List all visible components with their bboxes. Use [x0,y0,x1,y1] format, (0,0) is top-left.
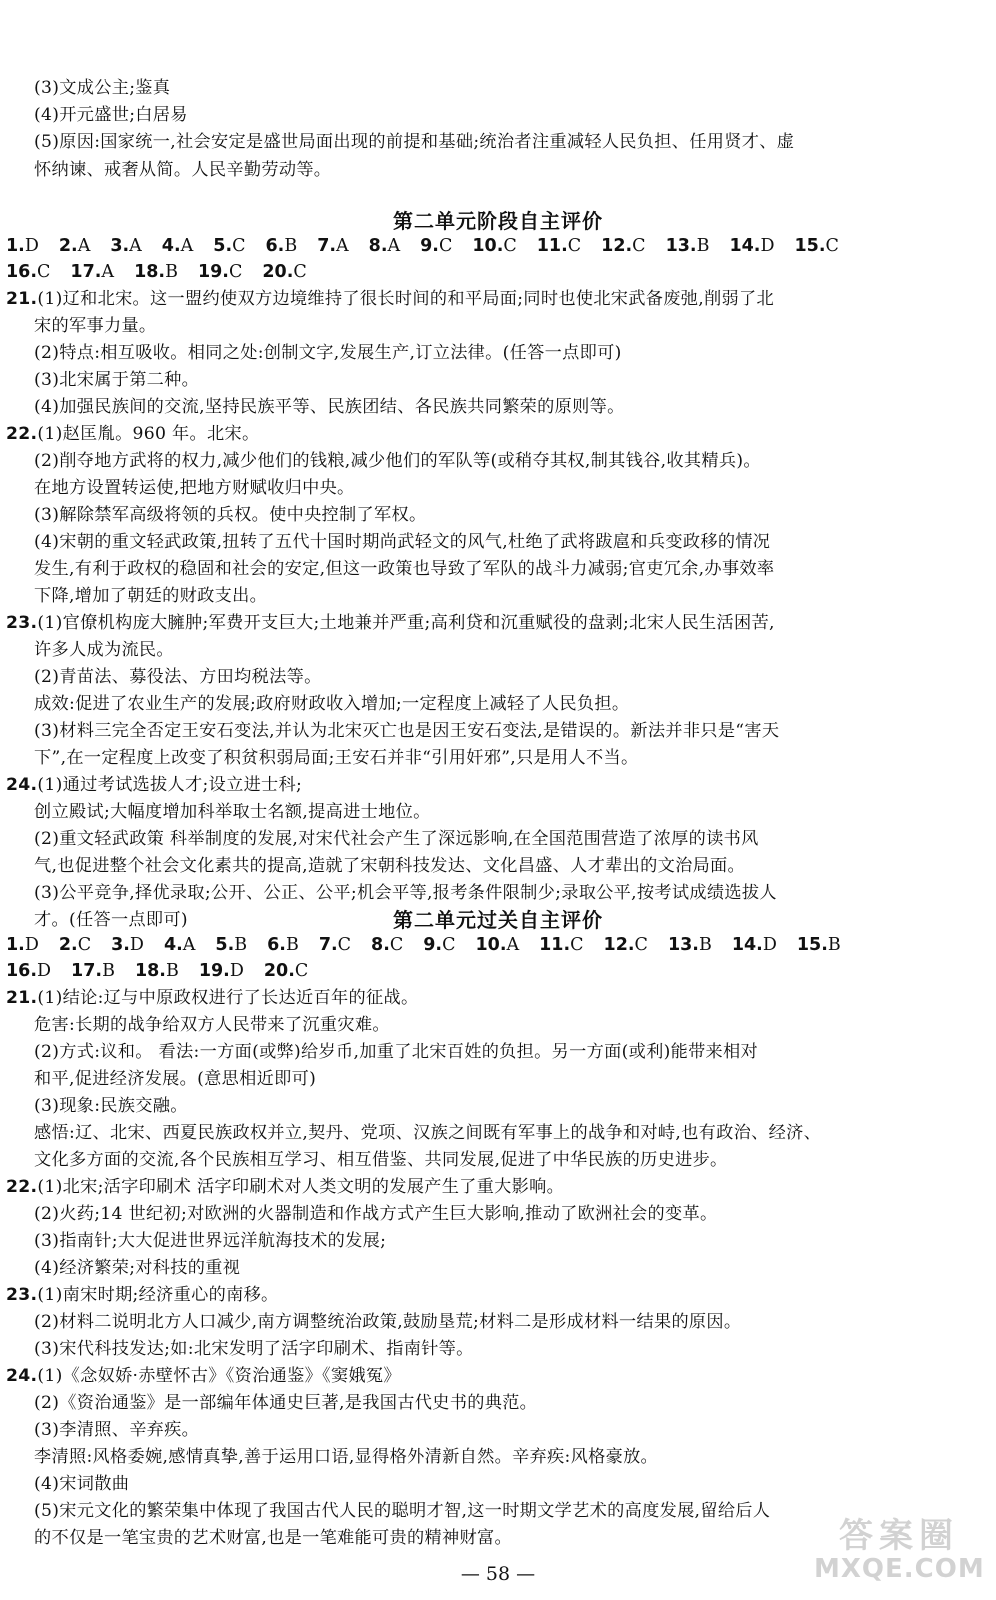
mc-answer [111,932,144,958]
mc-question-number: 12. [603,935,635,955]
answer-line: 危害:长期的战争给双方人民带来了沉重灾难。 [34,1015,390,1035]
mc-question-number: 3. [111,935,130,955]
mc-question-number: 20. [263,961,295,981]
answer-line: 下”,在一定程度上改变了积贫积弱局面;王安石并非“引用奸邪”,只是用人不当。 [34,748,639,768]
mc-question-number: 17. [70,262,102,282]
answer-line: (5)宋元文化的繁荣集中体现了我国古代人民的聪明才智,这一时期文学艺术的高度发展,留给后人 [34,1501,771,1521]
question-24 [6,772,302,798]
mc-question-number: 3. [110,236,130,256]
mc-answer [475,932,519,958]
answer-line: (1)北宋;活字印刷术 活字印刷术对人类文明的发展产生了重大影响。 [37,1177,565,1197]
mc-question-number: 14. [731,935,763,955]
mc-question-number: 17. [71,961,103,981]
text-line: (5)原因:国家统一,社会安定是盛世局面出现的前提和基础;统治者注重减轻人民负担、任用贤才、虚 [34,132,795,152]
answer-line: 许多人成为流民。 [34,640,174,660]
mc-answer-letter: D [760,236,775,256]
mc-answer [70,259,114,285]
watermark-url: MXQE.COM [814,1554,985,1584]
mc-answer-letter: B [698,935,712,955]
mc-answer-letter: C [570,935,584,955]
page-number: — 58 — [460,1563,536,1585]
text-line: 怀纳谏、戒奢从简。人民辛勤劳动等。 [34,160,332,180]
mc-answer [215,932,247,958]
mc-answers-row [6,932,861,958]
mc-answer [604,932,648,958]
mc-answer [6,932,39,958]
mc-answer-letter: A [387,236,401,256]
mc-question-number: 9. [423,935,443,955]
mc-answer-letter: C [503,236,517,256]
answer-line: (2)重文轻武政策 科举制度的发展,对宋代社会产生了深远影响,在全国范围营造了浓厚的读书风 [34,829,759,849]
answer-line: 成效:促进了农业生产的发展;政府财政收入增加;一定程度上减轻了人民负担。 [34,694,630,714]
mc-question-number: 9. [420,236,439,256]
answer-line: (3)公平竞争,择优录取;公开、公正、公平;机会平等,报考条件限制少;录取公平,按考试成绩选拔人 [34,883,777,903]
mc-answer-letter: C [293,262,307,282]
mc-question-number: 11. [539,935,571,955]
mc-answer-letter: C [634,935,648,955]
mc-answer [369,233,400,259]
answer-line: (1)《念奴娇·赤壁怀古》《资治通鉴》《窦娥冤》 [37,1366,401,1386]
mc-answer [539,932,583,958]
answer-line: 创立殿试;大幅度增加科举取士名额,提高进士地位。 [34,802,431,822]
mc-answer-letter: B [285,935,299,955]
mc-answer-letter: C [567,236,582,256]
mc-question-number: 20. [262,262,294,282]
answer-line: (1)通过考试选拔人才;设立进士科; [37,775,303,795]
mc-question-number: 10. [472,236,504,256]
mc-question-number: 10. [475,935,507,955]
mc-question-number: 2. [58,236,78,256]
mc-answer-letter: D [24,935,39,955]
mc-answer-letter: A [336,236,349,256]
question-23 [6,1282,279,1308]
mc-answer-letter: B [827,935,841,955]
mc-question-number: 19. [198,961,230,981]
answer-line: (4)宋朝的重文轻武政策,扭转了五代十国时期尚武轻文的风气,杜绝了武将跋扈和兵变政移的情况 [34,532,771,552]
answer-line: (3)解除禁军高级将领的兵权。使中央控制了军权。 [34,505,427,525]
mc-answer [420,233,452,259]
mc-answer-letter: C [37,262,51,282]
question-number: 23. [6,613,38,633]
mc-answer [164,932,195,958]
answer-line: (2)削夺地方武将的权力,减少他们的钱粮,减少他们的军队等(或稍夺其权,制其钱谷,收其精兵)。 [34,451,761,471]
answer-line: (2)火药;14 世纪初;对欧洲的火器制造和作战方式产生巨大影响,推动了欧洲社会的变革。 [34,1204,718,1224]
mc-question-number: 6. [267,935,286,955]
text-line: (3)文成公主;鉴真 [34,78,171,98]
mc-question-number: 16. [6,961,38,981]
answer-line: 和平,促进经济发展。(意思相近即可) [34,1069,317,1089]
mc-answer-letter: A [77,236,91,256]
mc-question-number: 6. [265,236,285,256]
mc-answer [795,233,839,259]
mc-answers-row [6,233,859,259]
mc-answer-letter: B [165,262,178,282]
mc-answer-letter: C [825,236,839,256]
answer-line: (3)材料三完全否定王安石变法,并认为北宋灭亡也是因王安石变法,是错误的。新法并非只是“害天 [34,721,780,741]
mc-answer-letter: D [762,935,777,955]
mc-answer-letter: D [229,961,244,981]
answer-line: 文化多方面的交流,各个民族相互学习、相互借鉴、共同发展,促进了中华民族的历史进步。 [34,1150,728,1170]
mc-answer [199,958,244,984]
answer-line: (2)特点:相互吸收。相同之处:创制文字,发展生产,订立法律。(任答一点即可) [34,343,622,363]
mc-answer-letter: C [438,236,453,256]
mc-answer [797,932,841,958]
question-number: 21. [6,289,38,309]
mc-question-number: 8. [368,236,388,256]
question-22 [6,421,259,447]
mc-answer [668,932,712,958]
mc-answer-letter: D [37,961,52,981]
mc-answer [110,233,141,259]
section-title: 第二单元阶段自主评价 [393,209,603,233]
mc-answer-letter: C [632,236,646,256]
mc-question-number: 5. [213,236,233,256]
question-24 [6,1363,401,1389]
answer-line: 发生,有利于政权的稳固和社会的安定,但这一政策也导致了军队的战斗力减弱;官吏冗余,办事效率 [34,559,775,579]
mc-answer-letter: B [102,961,115,981]
mc-answers-row [6,958,328,984]
answer-line: (4)加强民族间的交流,坚持民族平等、民族团结、各民族共同繁荣的原则等。 [34,397,625,417]
answer-line: (4)宋词散曲 [34,1474,130,1494]
answer-line: 感悟:辽、北宋、西夏民族政权并立,契丹、党项、汉族之间既有军事上的战争和对峙,也有政治、经济、 [34,1123,822,1143]
answer-line: (4)经济繁荣;对科技的重视 [34,1258,241,1278]
mc-answer [537,233,581,259]
mc-answer-letter: C [337,935,352,955]
mc-answer [319,932,351,958]
mc-answer [6,958,51,984]
mc-answer [666,233,710,259]
mc-question-number: 18. [134,961,166,981]
mc-answer-letter: A [182,935,196,955]
mc-question-number: 11. [536,236,568,256]
mc-answer-letter: B [234,935,248,955]
answer-line: 宋的军事力量。 [34,316,157,336]
answer-line: (2)青苗法、募役法、方田均税法等。 [34,667,322,687]
mc-question-number: 18. [134,262,166,282]
mc-answer-letter: A [101,262,115,282]
answer-line: (3)宋代科技发达;如:北宋发明了活字印刷术、指南针等。 [34,1339,474,1359]
mc-question-number: 5. [215,935,235,955]
answer-line: (3)现象:民族交融。 [34,1096,188,1116]
mc-answers-row [6,259,327,285]
answer-line: (1)辽和北宋。这一盟约使双方边境维持了很长时间的和平局面;同时也使北宋武备废弛,削弱了北 [37,289,774,309]
mc-question-number: 1. [6,236,25,256]
mc-answer-letter: A [180,236,194,256]
mc-question-number: 14. [729,236,761,256]
mc-answer-letter: A [129,236,142,256]
mc-question-number: 12. [601,236,633,256]
answer-line: (2)材料二说明北方人口减少,南方调整统治政策,鼓励垦荒;材料二是形成材料一结果的原因。 [34,1312,742,1332]
mc-answer [262,259,306,285]
question-22 [6,1174,564,1200]
mc-answer-letter: C [442,935,456,955]
mc-answer [317,233,348,259]
mc-answer [264,958,308,984]
answer-line: (3)指南针;大大促进世界远洋航海技术的发展; [34,1231,387,1251]
section-title: 第二单元过关自主评价 [393,908,603,932]
answer-line: (2)方式:议和。 看法:一方面(或弊)给岁币,加重了北宋百姓的负担。另一方面(或利)能带来相对 [34,1042,759,1062]
mc-answer-letter: C [232,236,246,256]
answer-line: 才。(任答一点即可) [34,910,188,930]
mc-answer [134,259,178,285]
mc-question-number: 15. [794,236,826,256]
mc-answer [472,233,516,259]
mc-question-number: 19. [197,262,229,282]
mc-question-number: 8. [371,935,390,955]
mc-answer [6,233,39,259]
mc-answer [732,932,777,958]
question-number: 24. [6,775,38,795]
mc-answer-letter: C [228,262,243,282]
mc-question-number: 7. [317,236,337,256]
question-number: 24. [6,1366,38,1386]
question-21 [6,286,774,312]
mc-answer [59,233,90,259]
mc-question-number: 15. [796,935,828,955]
answer-line: (1)赵匡胤。960 年。北宋。 [37,424,260,444]
mc-answer [213,233,245,259]
mc-answer-letter: D [129,935,144,955]
answer-line: 的不仅是一笔宝贵的艺术财富,也是一笔难能可贵的精神财富。 [34,1528,512,1548]
mc-answer-letter: C [389,935,404,955]
mc-answer [198,259,242,285]
mc-answer [371,932,403,958]
answer-line: 下降,增加了朝廷的财政支出。 [34,586,268,606]
mc-question-number: 16. [6,262,38,282]
question-number: 22. [6,1177,38,1197]
answer-line: (1)官僚机构庞大臃肿;军费开支巨大;土地兼并严重;高利贷和沉重赋役的盘剥;北宋人民生活困苦, [37,613,775,633]
mc-answer-letter: A [506,935,520,955]
question-23 [6,610,775,636]
mc-answer-letter: C [294,961,309,981]
mc-answer [71,958,115,984]
mc-answer [267,932,299,958]
question-21 [6,985,418,1011]
answer-line: (1)南宋时期;经济重心的南移。 [37,1285,279,1305]
mc-question-number: 4. [161,236,181,256]
answer-line: (3)北宋属于第二种。 [34,370,200,390]
mc-answer [162,233,193,259]
answer-line: 气,也促进整个社会文化素共的提高,造就了宋朝科技发达、文化昌盛、人才辈出的文治局面。 [34,856,746,876]
question-number: 23. [6,1285,38,1305]
mc-answer [135,958,179,984]
mc-question-number: 2. [58,935,78,955]
answer-line: 在地方设置转运使,把地方财赋收归中央。 [34,478,355,498]
watermark [814,1518,984,1590]
mc-answer [423,932,455,958]
mc-answer-letter: B [284,236,298,256]
mc-question-number: 1. [6,935,25,955]
answer-line: 李清照:风格委婉,感情真挚,善于运用口语,显得格外清新自然。辛弃疾:风格豪放。 [34,1447,659,1467]
mc-answer [729,233,774,259]
mc-answer-letter: D [24,236,39,256]
mc-question-number: 13. [667,935,699,955]
mc-answer [601,233,645,259]
answer-line: (3)李清照、辛弃疾。 [34,1420,200,1440]
mc-answer-letter: B [696,236,710,256]
mc-answer [59,932,91,958]
mc-answer [6,259,50,285]
mc-answer-letter: B [165,961,179,981]
text-line: (4)开元盛世;白居易 [34,105,188,125]
answer-line: (2)《资治通鉴》是一部编年体通史巨著,是我国古代史书的典范。 [34,1393,538,1413]
mc-answer-letter: C [77,935,92,955]
mc-question-number: 13. [665,236,697,256]
question-number: 22. [6,424,38,444]
mc-answer [265,233,297,259]
watermark-text: 答案圈 [839,1516,959,1556]
question-number: 21. [6,988,38,1008]
answer-line: (1)结论:辽与中原政权进行了长达近百年的征战。 [37,988,419,1008]
mc-question-number: 4. [163,935,183,955]
mc-question-number: 7. [318,935,338,955]
